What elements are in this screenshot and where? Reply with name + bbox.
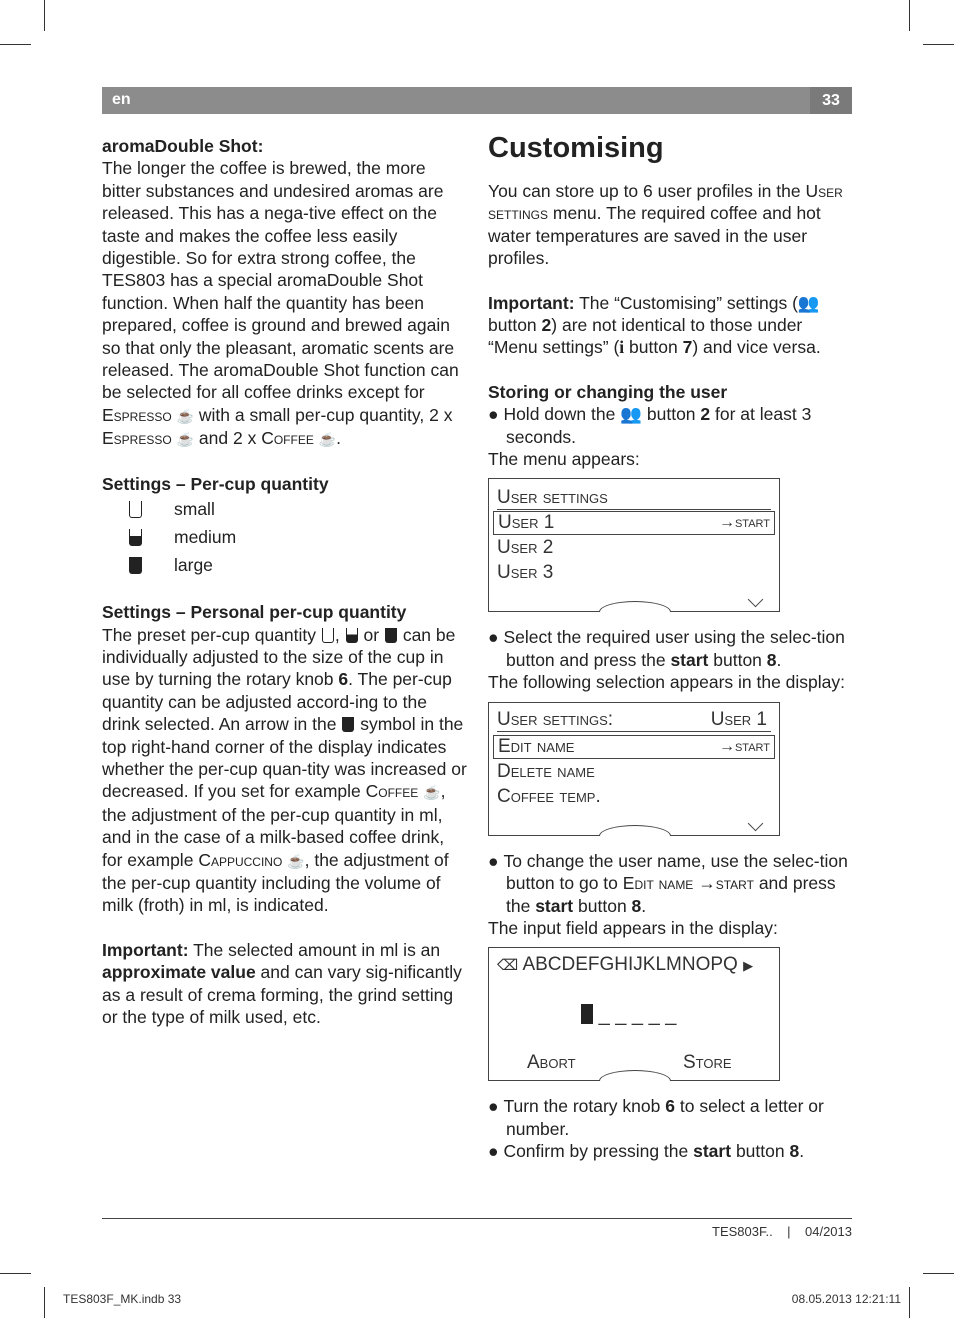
small-cup-icon bbox=[322, 628, 334, 643]
display-user-options bbox=[488, 702, 780, 836]
letter-row: ⌫ ABCDEFGHIJKLMNOPQ ▶ bbox=[497, 954, 754, 976]
bullet-select: ● Select the required user using the selec-tion button and press the start button 8. bbox=[488, 627, 845, 670]
abort-option: Abort bbox=[527, 1052, 576, 1074]
input-appears-text: The input field appears in the display: bbox=[488, 917, 778, 938]
chevron-down-icon bbox=[748, 592, 764, 608]
footer-rule bbox=[102, 1218, 852, 1219]
arrow-right-icon: ▶ bbox=[743, 958, 754, 974]
page-number: 33 bbox=[810, 87, 852, 114]
right-column bbox=[488, 130, 852, 1163]
display-title: User settings bbox=[497, 487, 771, 510]
language-label: en bbox=[112, 91, 131, 108]
settings-title: Settings – Per-cup quantity bbox=[102, 473, 329, 494]
user-profiles-icon: 👥 bbox=[797, 292, 820, 313]
display-notch bbox=[599, 601, 671, 612]
intro-paragraph: You can store up to 6 user profiles in the User settings menu. The required coffee and hot water temperatures are saved in the user profiles. bbox=[488, 181, 843, 269]
crop-mark bbox=[909, 0, 910, 31]
bullet-change: ● To change the user name, use the selec-tion button to go to Edit name →start and press the start button 8. bbox=[488, 850, 848, 916]
info-icon: i bbox=[619, 337, 625, 358]
size-large-row: large bbox=[128, 551, 467, 579]
cappuccino-label: Cappuccino bbox=[198, 849, 283, 870]
cappuccino-cup-icon: ☕ bbox=[287, 852, 305, 869]
important-note: Important: The selected amount in ml is an approximate value and can vary sig-nificantly as a result of crema forming, the grind setting or the type of milk used, etc. bbox=[102, 939, 462, 1027]
medium-cup-icon bbox=[346, 628, 358, 643]
store-option: Store bbox=[683, 1052, 732, 1074]
personal-title: Settings – Personal per-cup quantity bbox=[102, 602, 407, 623]
coffee-cup-icon: ☕ bbox=[423, 784, 441, 801]
display-row-edit-name: Edit name →start bbox=[493, 735, 775, 759]
menu-appears-text: The menu appears: bbox=[488, 449, 640, 470]
page-header bbox=[102, 87, 852, 114]
espresso-cup-icon: ☕ bbox=[176, 407, 195, 424]
display-row-coffee-temp: Coffee temp. bbox=[497, 785, 601, 807]
crop-mark bbox=[909, 1287, 910, 1318]
crop-mark bbox=[923, 1273, 954, 1274]
bullet-confirm: ● Confirm by pressing the start button 8. bbox=[488, 1141, 805, 1162]
display-row-user1: User 1 →start bbox=[493, 511, 775, 535]
double-espresso-icon: ☕ bbox=[176, 431, 195, 448]
backspace-icon: ⌫ bbox=[497, 957, 519, 975]
size-small-row: small bbox=[128, 495, 467, 523]
large-cup-icon bbox=[342, 717, 354, 732]
important-paragraph: Important: The “Customising” settings (👥 button 2) are not identical to those under “Menu settings” (i button 7) and vice versa. bbox=[488, 292, 821, 358]
display-row-user3: User 3 bbox=[497, 562, 554, 584]
crop-mark bbox=[0, 44, 31, 45]
chevron-down-icon bbox=[748, 815, 764, 831]
double-coffee-icon: ☕ bbox=[318, 431, 337, 448]
slug-file: TES803F_MK.indb 33 bbox=[63, 1292, 182, 1306]
medium-cup-icon bbox=[129, 529, 142, 546]
display-notch bbox=[599, 825, 671, 836]
page-footer: TES803F.. | 04/2013 bbox=[712, 1224, 852, 1239]
coffee-label: Coffee bbox=[261, 428, 314, 449]
large-cup-icon bbox=[385, 628, 397, 643]
aroma-title: aromaDouble Shot: bbox=[102, 136, 264, 156]
storing-title: Storing or changing the user bbox=[488, 381, 728, 402]
espresso-label: Espresso bbox=[102, 404, 172, 425]
crop-mark bbox=[44, 1287, 45, 1318]
aroma-paragraph: The longer the coffee is brewed, the more bitter substances and undesired aromas are released. This has a nega-tive effect on the taste and makes the coffee less easily digestible. So for extra strong coffee, the TES803 has a special aromaDouble Shot function. When half the quantity has been prepared, coffee is ground and brewed again so that only the pleasant, aromatic scents are released. The aromaDouble Shot function can be selected for all coffee drinks except for Espresso ☕ with a small per-cup quantity, 2 x Espresso ☕ and 2 x Coffee ☕. bbox=[102, 157, 467, 450]
large-cup-icon bbox=[129, 557, 142, 574]
left-column bbox=[102, 135, 467, 1028]
name-field: _ _ _ _ _ bbox=[581, 1004, 676, 1026]
bullet-turn: ● Turn the rotary knob 6 to select a letter or number. bbox=[488, 1096, 824, 1139]
following-text: The following selection appears in the display: bbox=[488, 672, 846, 693]
crop-mark bbox=[923, 44, 954, 45]
display-title: User settings: User 1 bbox=[497, 709, 771, 732]
display-user-settings bbox=[488, 478, 780, 612]
display-row-delete-name: Delete name bbox=[497, 760, 595, 782]
section-title: Customising bbox=[488, 132, 664, 164]
cursor-block bbox=[581, 1004, 593, 1024]
display-row-user2: User 2 bbox=[497, 537, 554, 559]
personal-paragraph: The preset per-cup quantity , or can be individually adjusted to the size of the cup in use by turning the rotary knob 6. The per-cup quantity can be adjusted accord-ing to the drink selected. An arrow in the symbol in the top right-hand corner of the display indicates whether the per-cup quan-tity was increased or decreased. If you set for example Coffee ☕, the adjustment of the per-cup quantity in ml, and in the case of a milk-based coffee drink, for example Cappuccino ☕, the adjustment of the per-cup quantity including the volume of milk (froth) in ml, is indicated. bbox=[102, 624, 467, 916]
crop-mark bbox=[0, 1273, 31, 1274]
small-cup-icon bbox=[129, 501, 142, 518]
user-profiles-icon: 👥 bbox=[620, 404, 642, 425]
display-input-field bbox=[488, 947, 780, 1081]
crop-mark bbox=[44, 0, 45, 31]
bullet-hold: ● Hold down the 👥 button 2 for at least 3 seconds. bbox=[488, 404, 812, 447]
size-medium-row: medium bbox=[128, 523, 467, 551]
slug-timestamp: 08.05.2013 12:21:11 bbox=[791, 1292, 901, 1306]
